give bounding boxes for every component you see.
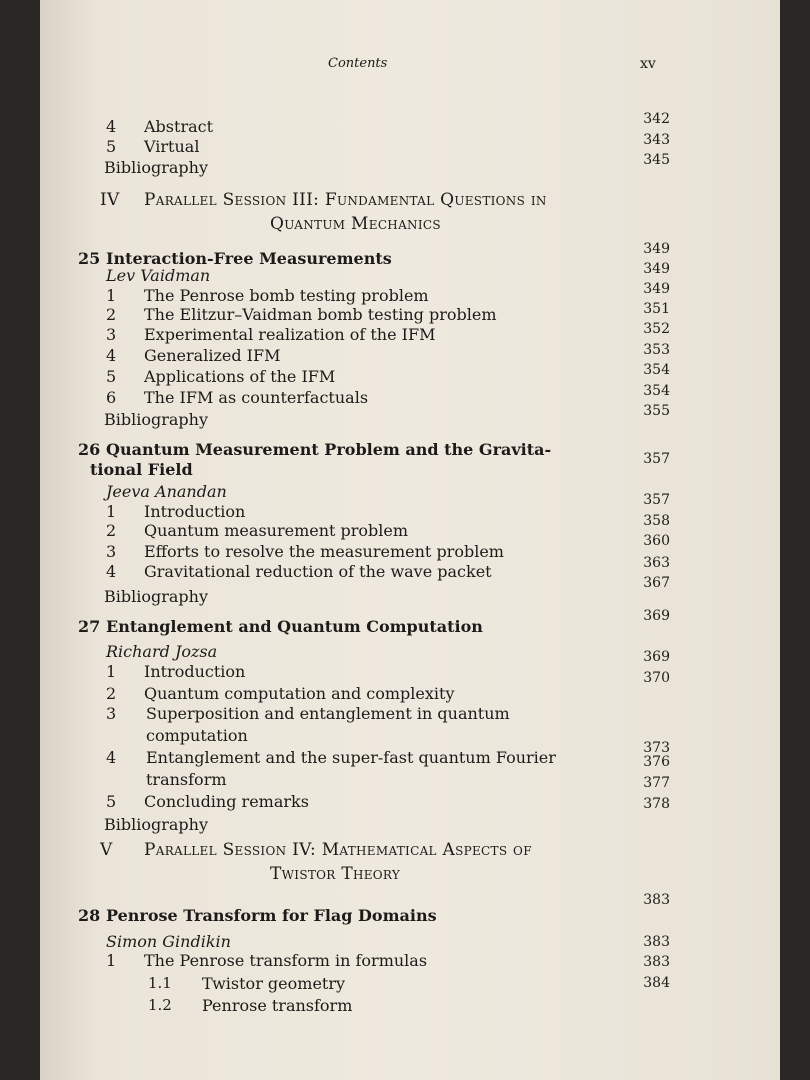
section-title: Abstract [144,117,214,136]
page-reference: 349 [643,241,670,257]
chapter-author: Simon Gindikin [106,932,231,951]
page-reference: 378 [643,796,670,812]
section-number: 2 [106,684,117,703]
section-title: Generalized IFM [144,346,281,365]
page-reference: 343 [643,132,670,148]
part-title-continued: Twistor Theory [270,864,401,884]
section-number: 5 [106,137,117,156]
section-title: Entanglement and the super-fast quantum Fourier [146,748,556,767]
section-number: 5 [106,367,117,386]
section-title-continued: computation [146,726,248,745]
section-number: 4 [106,117,117,136]
page-reference: 369 [643,649,670,665]
section-number: 3 [106,542,117,561]
part-number: IV [100,190,120,210]
section-title: Introduction [144,662,246,681]
page-reference: 352 [643,321,670,337]
chapter-number: 28 [78,906,101,925]
chapter-number: 25 [78,249,101,268]
bibliography-entry: Bibliography [104,158,208,177]
section-title: Gravitational reduction of the wave packet [144,562,492,581]
chapter-title: Interaction-Free Measurements [106,249,392,268]
page-reference: 357 [643,492,670,508]
page-reference: 383 [643,892,670,908]
page-reference: 367 [643,575,670,591]
page-reference: 354 [643,362,670,378]
chapter-author: Richard Jozsa [106,642,218,661]
chapter-number: 26 [78,440,101,459]
section-number: 2 [106,305,117,324]
section-title: The Elitzur–Vaidman bomb testing problem [144,305,497,324]
section-title-continued: transform [146,770,227,789]
section-title: The Penrose bomb testing problem [144,286,429,305]
running-header-title: Contents [328,56,388,71]
section-number: 4 [106,562,117,581]
page-reference: 377 [643,775,670,791]
chapter-title: Penrose Transform for Flag Domains [106,906,437,925]
section-number: 1 [106,502,117,521]
section-number: 2 [106,521,117,540]
bibliography-entry: Bibliography [104,815,208,834]
page-reference: 358 [643,513,670,529]
page-reference: 353 [643,342,670,358]
page-reference: 363 [643,555,670,571]
subsection-number: 1.1 [148,974,172,992]
subsection-number: 1.2 [148,996,172,1014]
part-title-continued: Quantum Mechanics [270,214,441,234]
page-reference: 369 [643,608,670,624]
section-number: 3 [106,325,117,344]
page-reference: 354 [643,383,670,399]
page-reference: 349 [643,261,670,277]
page-reference: 349 [643,281,670,297]
section-title: Superposition and entanglement in quantum [146,704,510,723]
section-number: 4 [106,748,117,767]
section-number: 1 [106,286,117,305]
subsection-title: Twistor geometry [202,974,346,993]
subsection-title: Penrose transform [202,996,353,1015]
page-reference: 383 [643,954,670,970]
section-number: 4 [106,346,117,365]
page-reference: 355 [643,403,670,419]
chapter-title: Quantum Measurement Problem and the Gravita- [106,440,552,459]
section-number: 3 [106,704,117,723]
page-reference: 360 [643,533,670,549]
chapter-author: Lev Vaidman [106,266,211,285]
part-number: V [100,840,113,860]
page-reference: 370 [643,670,670,686]
section-number: 5 [106,792,117,811]
page-reference: 357 [643,451,670,467]
section-number: 1 [106,662,117,681]
section-title: Efforts to resolve the measurement problem [144,542,504,561]
section-title: Introduction [144,502,246,521]
part-title: Parallel Session III: Fundamental Questions in [144,190,547,210]
section-title: Virtual [144,137,200,156]
bibliography-entry: Bibliography [104,410,208,429]
section-title: The Penrose transform in formulas [144,951,428,970]
page-reference: 342 [643,111,670,127]
section-title: Concluding remarks [144,792,309,811]
page-reference: 376 [643,754,670,770]
page-reference: 345 [643,152,670,168]
section-title: Applications of the IFM [144,367,336,386]
bibliography-entry: Bibliography [104,587,208,606]
page-reference: 351 [643,301,670,317]
section-title: Quantum measurement problem [144,521,409,540]
section-number: 6 [106,388,117,407]
chapter-title-continued: tional Field [90,460,193,479]
page-reference: 383 [643,934,670,950]
chapter-number: 27 [78,617,101,636]
chapter-author: Jeeva Anandan [106,482,227,501]
book-page [40,0,780,1080]
section-title: Experimental realization of the IFM [144,325,436,344]
page-reference: 384 [643,975,670,991]
page-reference: 373 [643,740,670,756]
section-title: Quantum computation and complexity [144,684,455,703]
part-title: Parallel Session IV: Mathematical Aspects of [144,840,532,860]
section-number: 1 [106,951,117,970]
page-number: xv [640,56,656,72]
section-title: The IFM as counterfactuals [144,388,369,407]
chapter-title: Entanglement and Quantum Computation [106,617,483,636]
